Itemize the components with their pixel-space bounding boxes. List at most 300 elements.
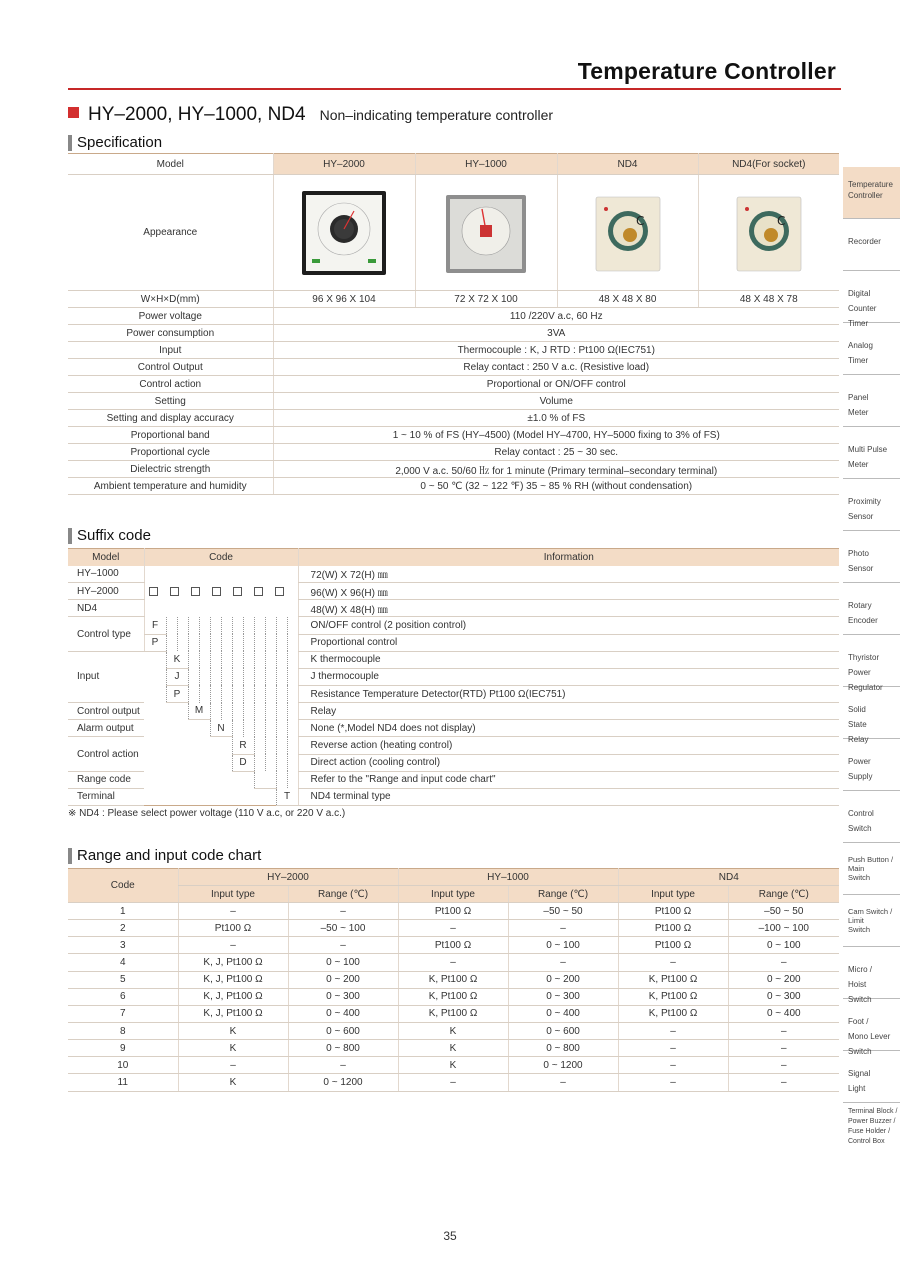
product-name: HY–2000, HY–1000, ND4 — [88, 104, 306, 125]
nd4-range: 0 ~ 200 — [728, 971, 839, 988]
range-section-title — [68, 847, 261, 864]
spec-header-nd4-socket: ND4(For socket) — [698, 154, 839, 175]
hy1000-range: – — [508, 1074, 618, 1091]
suffix-code-cell — [276, 703, 287, 720]
spec-header-nd4: ND4 — [557, 154, 698, 175]
nd4-input: K, Pt100 Ω — [618, 1005, 728, 1022]
suffix-code-cell — [243, 651, 254, 668]
range-code: 6 — [68, 988, 178, 1005]
hy2000-input: K, J, Pt100 Ω — [178, 971, 288, 988]
suffix-code-spacer — [232, 771, 243, 788]
suffix-row — [68, 617, 839, 634]
nd4-input: – — [618, 954, 728, 971]
spec-value: Volume — [273, 393, 839, 410]
side-nav-item[interactable]: Proximity Sensor — [843, 479, 900, 531]
suffix-code-cell — [254, 720, 265, 737]
suffix-code-spacer — [265, 788, 276, 805]
suffix-code-cell — [287, 668, 298, 685]
suffix-code-cell — [199, 651, 210, 668]
suffix-code-spacer — [155, 703, 166, 720]
spec-row — [68, 478, 839, 495]
suffix-row — [68, 685, 839, 702]
suffix-code-cell — [265, 617, 276, 634]
product-title — [68, 104, 553, 126]
range-sub-input: Input type — [178, 886, 288, 903]
range-section-label: Range and input code chart — [77, 847, 262, 864]
suffix-code-spacer — [155, 685, 166, 702]
spec-value: Proportional or ON/OFF control — [273, 376, 839, 393]
suffix-info: ON/OFF control (2 position control) — [298, 617, 839, 634]
suffix-code-spacer — [232, 788, 243, 805]
suffix-code-spacer — [177, 703, 188, 720]
range-group-header-row — [68, 869, 839, 886]
hy1000-product-image — [415, 175, 557, 291]
spec-value: 110 /220V a.c, 60 Hz — [273, 308, 839, 325]
suffix-label: Control type — [68, 617, 144, 651]
suffix-code-cell — [276, 668, 287, 685]
suffix-code-cell — [243, 703, 254, 720]
nd4-input: K, Pt100 Ω — [618, 988, 728, 1005]
suffix-code-spacer — [166, 754, 177, 771]
suffix-code-cell — [243, 720, 254, 737]
suffix-code-spacer — [177, 788, 188, 805]
suffix-code-cell — [254, 668, 265, 685]
hy1000-range: –50 ~ 50 — [508, 903, 618, 920]
suffix-code-letter: P — [166, 685, 188, 702]
side-nav-item[interactable]: Terminal Block / Power Buzzer / Fuse Holder / Control Box — [843, 1103, 900, 1153]
nd4-socket-product-image — [698, 175, 839, 291]
hy2000-input: K — [178, 1040, 288, 1057]
dims-hy1000: 72 X 72 X 100 — [415, 291, 557, 308]
suffix-code-cell — [276, 634, 287, 651]
suffix-label: Control action — [68, 737, 144, 771]
nd4-range: – — [728, 954, 839, 971]
hy1000-input: K, Pt100 Ω — [398, 971, 508, 988]
hy2000-input: K, J, Pt100 Ω — [178, 954, 288, 971]
suffix-code-cell — [265, 651, 276, 668]
suffix-code-cell — [199, 634, 210, 651]
suffix-label: Alarm output — [68, 720, 144, 737]
suffix-code-cell — [221, 685, 232, 702]
nd4-range: 0 ~ 400 — [728, 1005, 839, 1022]
suffix-code-spacer — [254, 788, 265, 805]
suffix-code-cell — [287, 771, 298, 788]
suffix-code-letter: N — [210, 720, 232, 737]
suffix-row — [68, 634, 839, 651]
suffix-code-cell — [276, 617, 287, 634]
suffix-code-spacer — [177, 754, 188, 771]
hy1000-input: – — [398, 1074, 508, 1091]
suffix-code-spacer — [166, 737, 177, 754]
section-bar — [68, 528, 72, 544]
suffix-code-cell — [265, 720, 276, 737]
suffix-section-label: Suffix code — [77, 527, 151, 544]
suffix-code-cell — [232, 703, 243, 720]
code-box-icon — [275, 587, 284, 596]
spec-row — [68, 308, 839, 325]
suffix-code-cell — [287, 651, 298, 668]
suffix-code-cell — [210, 617, 221, 634]
suffix-code-cell — [232, 651, 243, 668]
suffix-info: K thermocouple — [298, 651, 839, 668]
suffix-code-spacer — [243, 788, 254, 805]
suffix-code-cell — [254, 634, 265, 651]
code-box-icon — [170, 587, 179, 596]
suffix-code-letter: M — [188, 703, 210, 720]
side-nav-item[interactable]: Thyristor Power Regulator — [843, 635, 900, 687]
hy1000-range: 0 ~ 600 — [508, 1022, 618, 1039]
nd4-input: – — [618, 1057, 728, 1074]
hy2000-input: Pt100 Ω — [178, 920, 288, 937]
hy2000-product-image — [273, 175, 415, 291]
spec-value: Thermocouple : K, J RTD : Pt100 Ω(IEC751) — [273, 342, 839, 359]
suffix-code-cell — [144, 566, 298, 583]
hy2000-range: –50 ~ 100 — [288, 920, 398, 937]
range-header-nd4: ND4 — [618, 869, 839, 886]
range-row — [68, 937, 839, 954]
suffix-code-cell — [210, 668, 221, 685]
side-nav-item[interactable]: Temperature Controller — [843, 167, 900, 219]
hy2000-input: – — [178, 937, 288, 954]
side-nav-item[interactable]: Rotary Encoder — [843, 583, 900, 635]
suffix-code-spacer — [155, 754, 166, 771]
suffix-code-cell — [166, 634, 177, 651]
code-box-icon — [254, 587, 263, 596]
spec-dims-row — [68, 291, 839, 308]
side-nav-item[interactable]: Panel Meter — [843, 375, 900, 427]
range-sub-range: Range (℃) — [508, 886, 618, 903]
suffix-row — [68, 583, 839, 600]
nd4-input: K, Pt100 Ω — [618, 971, 728, 988]
side-nav-item[interactable]: Power Supply — [843, 739, 900, 791]
suffix-code-cell — [199, 685, 210, 702]
hy1000-range: – — [508, 954, 618, 971]
suffix-code-cell — [232, 668, 243, 685]
suffix-code-cell — [188, 685, 199, 702]
suffix-row — [68, 668, 839, 685]
side-nav-item[interactable]: Digital Counter Timer — [843, 271, 900, 323]
suffix-code-letter: P — [144, 634, 166, 651]
hy1000-input: K — [398, 1022, 508, 1039]
range-code: 10 — [68, 1057, 178, 1074]
suffix-code-spacer — [166, 703, 177, 720]
range-sub-range: Range (℃) — [288, 886, 398, 903]
suffix-code-cell — [254, 754, 265, 771]
nd4-range: –100 ~ 100 — [728, 920, 839, 937]
spec-row — [68, 461, 839, 478]
spec-table — [68, 153, 839, 495]
nd4-range: –50 ~ 50 — [728, 903, 839, 920]
spec-value: 2,000 V a.c. 50/60 ㎐ for 1 minute (Primary terminal–secondary terminal) — [273, 461, 839, 478]
section-bar — [68, 135, 72, 151]
suffix-code-spacer — [210, 771, 221, 788]
side-nav-item[interactable]: Photo Sensor — [843, 531, 900, 583]
page-number: 35 — [443, 1229, 457, 1243]
suffix-info: ND4 terminal type — [298, 788, 839, 805]
spec-row — [68, 427, 839, 444]
suffix-header-information: Information — [298, 549, 839, 566]
spec-label: Setting — [68, 393, 273, 410]
nd4-range: 0 ~ 300 — [728, 988, 839, 1005]
suffix-code-cell — [188, 668, 199, 685]
range-sub-input: Input type — [618, 886, 728, 903]
hy1000-range: – — [508, 920, 618, 937]
spec-value: Relay contact : 25 ~ 30 sec. — [273, 444, 839, 461]
range-header-code: Code — [68, 869, 178, 903]
suffix-code-spacer — [166, 771, 177, 788]
hy1000-input: Pt100 Ω — [398, 937, 508, 954]
suffix-code-cell — [287, 737, 298, 754]
side-nav-item[interactable]: Multi Pulse Meter — [843, 427, 900, 479]
suffix-code-letter: J — [166, 668, 188, 685]
suffix-code-spacer — [177, 720, 188, 737]
spec-label: Setting and display accuracy — [68, 410, 273, 427]
suffix-code-spacer — [144, 771, 155, 788]
suffix-code-spacer — [199, 788, 210, 805]
suffix-code-spacer — [166, 788, 177, 805]
suffix-row — [68, 737, 839, 754]
suffix-code-spacer — [210, 754, 221, 771]
suffix-code-spacer — [188, 754, 199, 771]
hy2000-range: 0 ~ 100 — [288, 954, 398, 971]
suffix-info: Relay — [298, 703, 839, 720]
spec-row — [68, 359, 839, 376]
spec-label: Ambient temperature and humidity — [68, 478, 273, 495]
suffix-code-spacer — [199, 754, 210, 771]
range-row — [68, 1040, 839, 1057]
header-rule — [68, 88, 841, 90]
suffix-code-spacer — [166, 720, 177, 737]
spec-label: Input — [68, 342, 273, 359]
suffix-code-letter: K — [166, 651, 188, 668]
hy2000-input: K, J, Pt100 Ω — [178, 988, 288, 1005]
suffix-code-spacer — [177, 737, 188, 754]
suffix-code-spacer — [144, 754, 155, 771]
suffix-code-spacer — [188, 771, 199, 788]
suffix-header-model: Model — [68, 549, 144, 566]
range-code: 1 — [68, 903, 178, 920]
suffix-code-cell — [276, 651, 287, 668]
suffix-code-cell — [254, 685, 265, 702]
suffix-code-spacer — [199, 720, 210, 737]
suffix-row — [68, 720, 839, 737]
hy2000-input: – — [178, 903, 288, 920]
suffix-code-spacer — [155, 651, 166, 668]
side-nav-item[interactable]: Control Switch — [843, 791, 900, 843]
hy2000-input: K, J, Pt100 Ω — [178, 1005, 288, 1022]
hy1000-range: 0 ~ 200 — [508, 971, 618, 988]
suffix-info: 72(W) X 72(H) ㎜ — [298, 566, 839, 583]
spec-value: 1 ~ 10 % of FS (HY–4500) (Model HY–4700, HY–5000 fixing to 3% of FS) — [273, 427, 839, 444]
suffix-code-cell — [188, 617, 199, 634]
suffix-row — [68, 651, 839, 668]
suffix-note: ※ ND4 : Please select power voltage (110 V a.c, or 220 V a.c.) — [68, 808, 346, 819]
spec-row — [68, 376, 839, 393]
suffix-code-cell — [166, 617, 177, 634]
suffix-code-spacer — [144, 668, 155, 685]
hy2000-range: 0 ~ 1200 — [288, 1074, 398, 1091]
suffix-code-cell — [254, 617, 265, 634]
red-square-icon — [68, 107, 79, 118]
suffix-code-cell — [265, 685, 276, 702]
nd4-product-image — [557, 175, 698, 291]
suffix-code-spacer — [144, 685, 155, 702]
appearance-label: Appearance — [68, 175, 273, 291]
hy2000-range: 0 ~ 400 — [288, 1005, 398, 1022]
suffix-code-cell — [254, 651, 265, 668]
dims-label: W×H×D(mm) — [68, 291, 273, 308]
range-sub-range: Range (℃) — [728, 886, 839, 903]
code-box-icon — [233, 587, 242, 596]
suffix-code-spacer — [188, 788, 199, 805]
suffix-code-cell — [232, 720, 243, 737]
suffix-code-letter — [254, 771, 276, 788]
suffix-code-cell — [177, 634, 188, 651]
suffix-code-spacer — [144, 720, 155, 737]
side-nav-item[interactable]: Signal Light — [843, 1051, 900, 1103]
nd4-input: – — [618, 1074, 728, 1091]
range-code: 8 — [68, 1022, 178, 1039]
suffix-code-boxes — [144, 583, 298, 600]
range-row — [68, 1074, 839, 1091]
spec-value: 0 ~ 50 ℃ (32 ~ 122 ℉) 35 ~ 85 % RH (without condensation) — [273, 478, 839, 495]
spec-row — [68, 325, 839, 342]
suffix-row — [68, 600, 839, 617]
hy2000-input: K — [178, 1022, 288, 1039]
suffix-code-cell — [254, 703, 265, 720]
suffix-row — [68, 754, 839, 771]
suffix-info: Direct action (cooling control) — [298, 754, 839, 771]
suffix-code-cell — [276, 737, 287, 754]
suffix-info: J thermocouple — [298, 668, 839, 685]
hy2000-range: 0 ~ 800 — [288, 1040, 398, 1057]
suffix-info: Proportional control — [298, 634, 839, 651]
suffix-code-spacer — [243, 771, 254, 788]
side-nav-item[interactable]: Foot / Mono Lever Switch — [843, 999, 900, 1051]
suffix-code-letter: R — [232, 737, 254, 754]
section-bar — [68, 848, 72, 864]
range-code: 11 — [68, 1074, 178, 1091]
nd4-range: – — [728, 1057, 839, 1074]
nd4-input: Pt100 Ω — [618, 903, 728, 920]
hy2000-range: – — [288, 1057, 398, 1074]
suffix-code-spacer — [221, 788, 232, 805]
suffix-label: Input — [68, 651, 144, 702]
side-nav-item[interactable]: Solid State Relay — [843, 687, 900, 739]
suffix-row — [68, 771, 839, 788]
side-navigation — [843, 167, 900, 1153]
range-row — [68, 1022, 839, 1039]
code-box-icon — [191, 587, 200, 596]
side-nav-item[interactable]: Micro / Hoist Switch — [843, 947, 900, 999]
suffix-code-spacer — [221, 737, 232, 754]
side-nav-item[interactable]: Analog Timer — [843, 323, 900, 375]
range-row — [68, 1057, 839, 1074]
suffix-code-cell — [199, 617, 210, 634]
suffix-code-cell — [287, 703, 298, 720]
suffix-code-cell — [199, 668, 210, 685]
range-sub-header-row — [68, 886, 839, 903]
range-header-hy1000: HY–1000 — [398, 869, 618, 886]
suffix-section-title — [68, 527, 151, 544]
suffix-code-cell — [265, 737, 276, 754]
code-box-icon — [212, 587, 221, 596]
svg-text:C: C — [776, 213, 786, 228]
nd4-range: 0 ~ 100 — [728, 937, 839, 954]
range-row — [68, 920, 839, 937]
svg-text:C: C — [635, 213, 644, 228]
suffix-code-cell — [254, 737, 265, 754]
spec-appearance-row — [68, 175, 839, 291]
suffix-code-cell — [210, 703, 221, 720]
spec-header-hy2000: HY–2000 — [273, 154, 415, 175]
spec-value: Relay contact : 250 V a.c. (Resistive load) — [273, 359, 839, 376]
range-row — [68, 1005, 839, 1022]
suffix-code-cell — [232, 685, 243, 702]
hy1000-input: K, Pt100 Ω — [398, 1005, 508, 1022]
suffix-label: ND4 — [68, 600, 144, 617]
suffix-code-spacer — [155, 788, 166, 805]
range-code: 7 — [68, 1005, 178, 1022]
side-nav-item[interactable]: Recorder — [843, 219, 900, 271]
spec-label: Control Output — [68, 359, 273, 376]
spec-row — [68, 393, 839, 410]
suffix-code-spacer — [144, 737, 155, 754]
suffix-code-cell — [243, 668, 254, 685]
suffix-row — [68, 788, 839, 805]
suffix-code-spacer — [221, 771, 232, 788]
suffix-code-cell — [287, 685, 298, 702]
suffix-label: HY–1000 — [68, 566, 144, 583]
range-code: 5 — [68, 971, 178, 988]
suffix-code-cell — [265, 668, 276, 685]
hy1000-range: 0 ~ 300 — [508, 988, 618, 1005]
suffix-code-letter: T — [276, 788, 298, 805]
spec-header-hy1000: HY–1000 — [415, 154, 557, 175]
spec-header-model: Model — [68, 154, 273, 175]
dims-nd4-socket: 48 X 48 X 78 — [698, 291, 839, 308]
suffix-code-letter: D — [232, 754, 254, 771]
spec-value: ±1.0 % of FS — [273, 410, 839, 427]
suffix-code-spacer — [210, 788, 221, 805]
suffix-code-cell — [287, 634, 298, 651]
spec-value: 3VA — [273, 325, 839, 342]
side-nav-item[interactable]: Push Button / Main Switch — [843, 843, 900, 895]
suffix-code-cell — [243, 634, 254, 651]
suffix-code-cell — [177, 617, 188, 634]
dims-nd4: 48 X 48 X 80 — [557, 291, 698, 308]
suffix-info: 96(W) X 96(H) ㎜ — [298, 583, 839, 600]
side-nav-item[interactable]: Cam Switch / Limit Switch — [843, 895, 900, 947]
suffix-code-spacer — [144, 651, 155, 668]
nd4-input: – — [618, 1040, 728, 1057]
suffix-code-cell — [221, 617, 232, 634]
suffix-table — [68, 548, 839, 806]
suffix-code-cell — [221, 703, 232, 720]
spec-label: Power consumption — [68, 325, 273, 342]
suffix-code-spacer — [188, 720, 199, 737]
hy1000-input: – — [398, 954, 508, 971]
hy2000-range: – — [288, 903, 398, 920]
suffix-code-cell — [188, 651, 199, 668]
hy2000-input: K — [178, 1074, 288, 1091]
hy2000-range: 0 ~ 200 — [288, 971, 398, 988]
spec-section-label: Specification — [77, 134, 163, 151]
suffix-code-cell — [276, 720, 287, 737]
hy1000-input: K — [398, 1057, 508, 1074]
suffix-code-cell — [210, 651, 221, 668]
hy1000-input: K, Pt100 Ω — [398, 988, 508, 1005]
